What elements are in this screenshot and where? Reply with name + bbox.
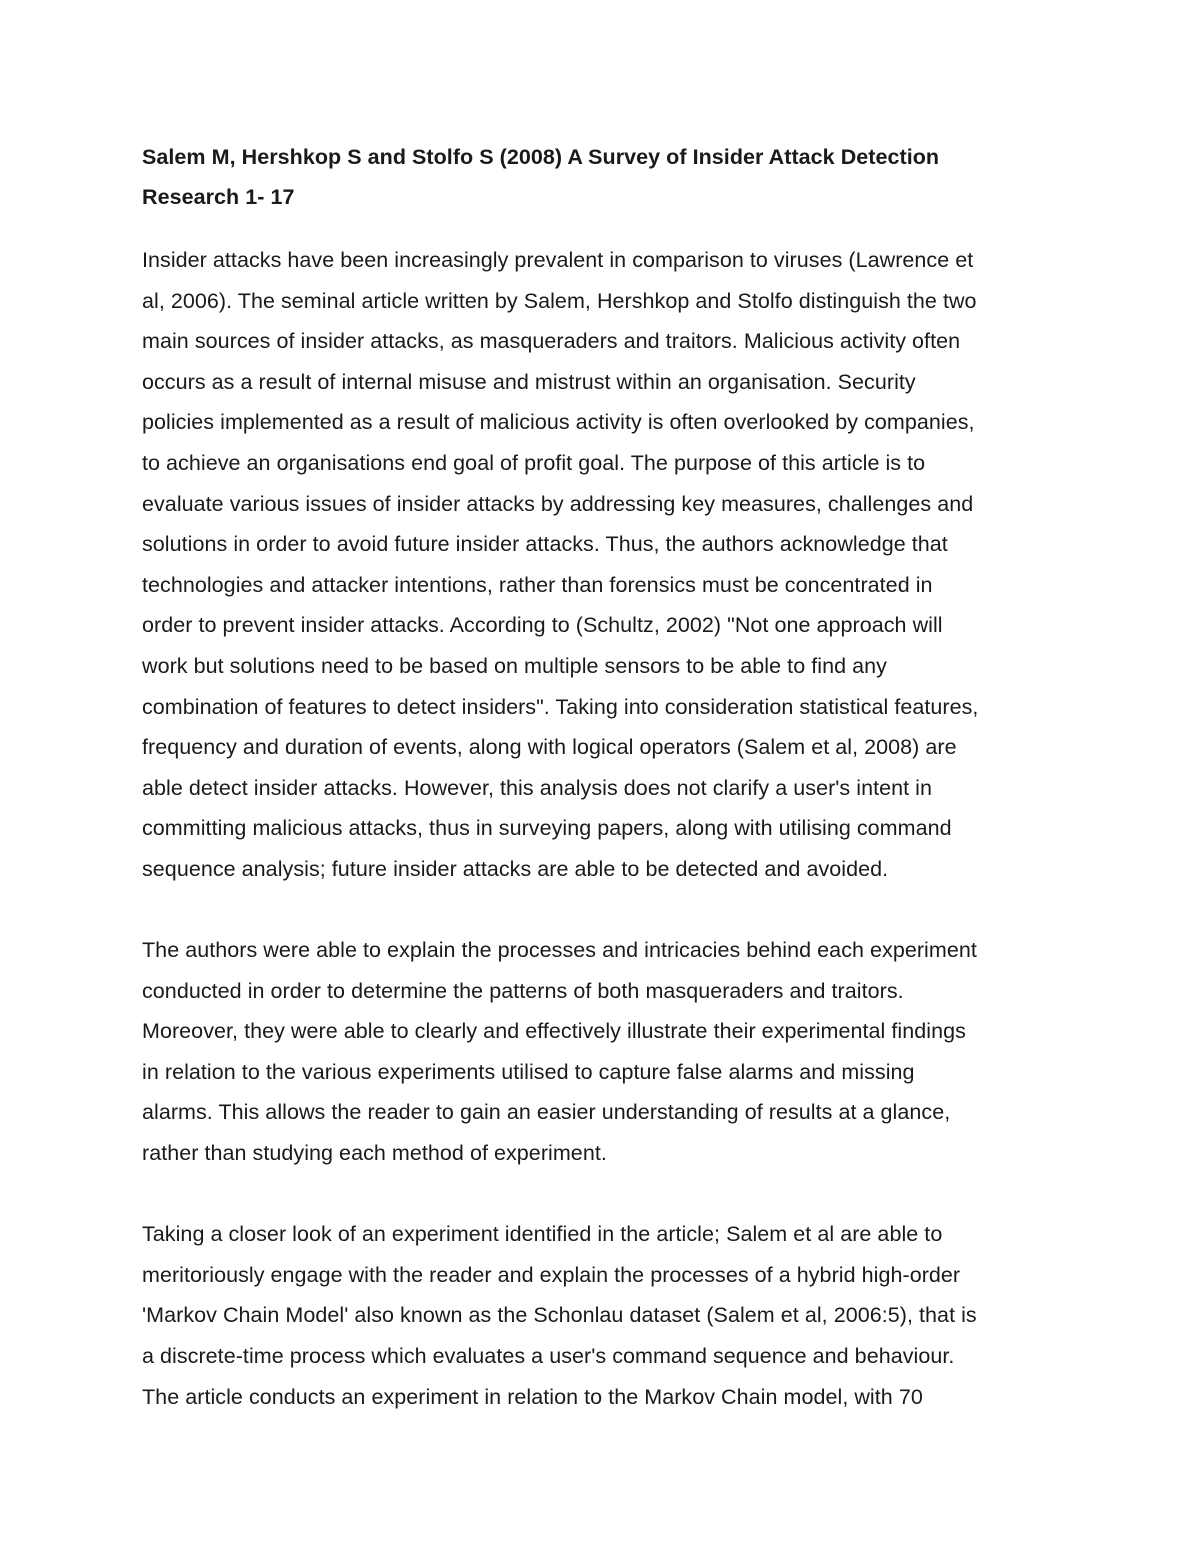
text-line: evaluate various issues of insider attacks by addressing key measures, challenges and: [142, 491, 974, 516]
text-line: Insider attacks have been increasingly prevalent in comparison to viruses (Lawrence et: [142, 248, 974, 272]
paragraph-3: [142, 1214, 1062, 1417]
text-line: main sources of insider attacks, as masqueraders and traitors. Malicious activity often: [142, 329, 961, 354]
text-line: The authors were able to explain the processes and intricacies behind each experiment: [142, 938, 977, 963]
text-line: meritoriously engage with the reader and explain the processes of a hybrid high-order: [142, 1262, 961, 1287]
text-line: conducted in order to determine the patterns of both masqueraders and traitors.: [142, 978, 904, 1003]
text-line: policies implemented as a result of malicious activity is often overlooked by companies,: [142, 410, 975, 435]
text-line: combination of features to detect insiders". Taking into consideration statistical features,: [142, 694, 979, 719]
text-line: technologies and attacker intentions, rather than forensics must be concentrated in: [142, 572, 933, 597]
document-title: [142, 137, 1062, 217]
text-line: order to prevent insider attacks. According to (Schultz, 2002) "Not one approach will: [142, 613, 943, 638]
text-line: solutions in order to avoid future insider attacks. Thus, the authors acknowledge that: [142, 532, 948, 557]
text-line: 'Markov Chain Model' also known as the Schonlau dataset (Salem et al, 2006:5), that is: [142, 1303, 977, 1328]
text-line: work but solutions need to be based on multiple sensors to be able to find any: [142, 653, 887, 678]
text-line: alarms. This allows the reader to gain an easier understanding of results at a glance,: [142, 1100, 951, 1125]
title-line: Salem M, Hershkop S and Stolfo S (2008) A Survey of Insider Attack Detection: [142, 145, 940, 169]
paragraph-1: [142, 240, 1062, 890]
text-line: al, 2006). The seminal article written by Salem, Hershkop and Stolfo distinguish the two: [142, 288, 977, 313]
text-line: Moreover, they were able to clearly and effectively illustrate their experimental findings: [142, 1019, 966, 1044]
text-line: The article conducts an experiment in relation to the Markov Chain model, with 70: [142, 1384, 923, 1409]
text-line: rather than studying each method of experiment.: [142, 1141, 607, 1166]
text-line: to achieve an organisations end goal of profit goal. The purpose of this article is to: [142, 450, 926, 475]
text-line: frequency and duration of events, along with logical operators (Salem et al, 2008) are: [142, 735, 957, 760]
paragraph-2: [142, 930, 1062, 1174]
document-body: [142, 137, 1062, 1458]
text-line: sequence analysis; future insider attacks are able to be detected and avoided.: [142, 856, 889, 881]
text-line: Taking a closer look of an experiment identified in the article; Salem et al are able to: [142, 1222, 943, 1247]
text-line: in relation to the various experiments utilised to capture false alarms and missing: [142, 1059, 915, 1084]
text-line: a discrete-time process which evaluates a user's command sequence and behaviour.: [142, 1344, 955, 1369]
text-line: committing malicious attacks, thus in surveying papers, along with utilising command: [142, 816, 952, 841]
text-line: occurs as a result of internal misuse and mistrust within an organisation. Security: [142, 369, 916, 394]
title-line: Research 1- 17: [142, 185, 295, 209]
text-line: able detect insider attacks. However, this analysis does not clarify a user's intent in: [142, 775, 933, 800]
